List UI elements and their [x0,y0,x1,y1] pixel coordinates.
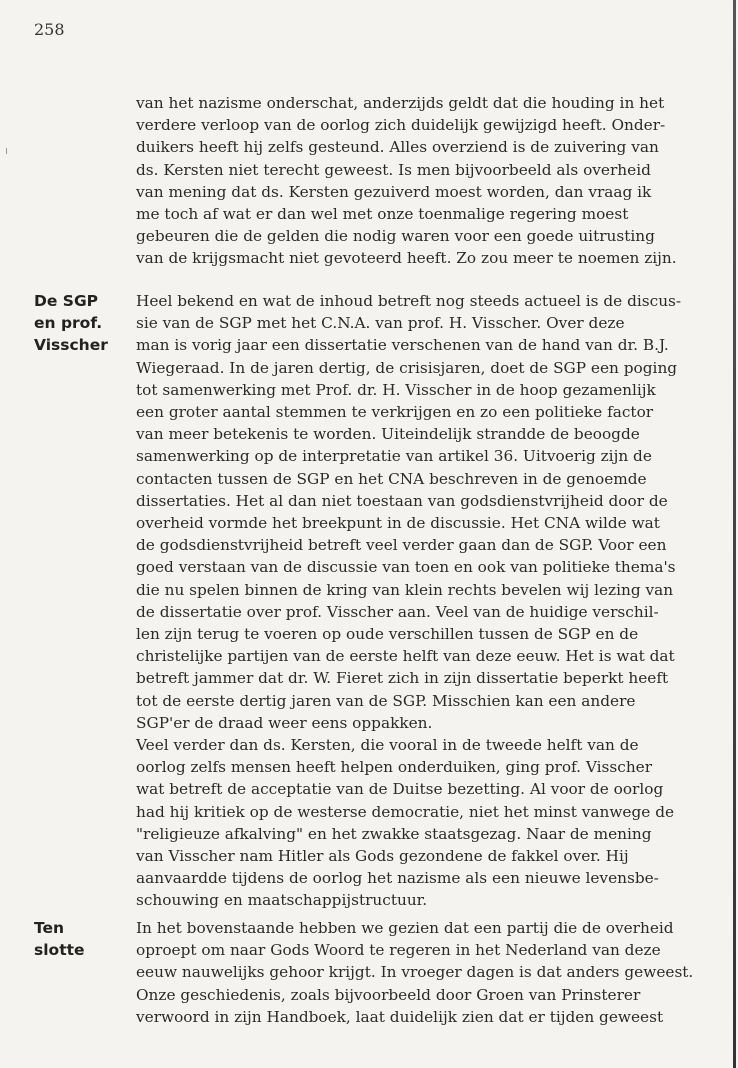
text-line: ds. Kersten niet terecht geweest. Is men bijvoorbeeld als overheid [136,160,651,179]
text-line: betreft jammer dat dr. W. Fieret zich in zijn dissertatie beperkt heeft [136,669,669,688]
text-line: aanvaardde tijdens de oorlog het nazisme als een nieuwe levensbe- [136,869,659,888]
text-line: een groter aantal stemmen te verkrijgen en zo een politieke factor [136,403,654,422]
heading-line: slotte [34,941,85,959]
text-line: contacten tussen de SGP en het CNA beschreven in de genoemde [136,469,647,488]
text-line: schouwing en maatschappijstructuur. [136,891,428,910]
text-line: verdere verloop van de oorlog zich duidelijk gewijzigd heeft. Onder- [136,116,666,135]
text-line: van het nazisme onderschat, anderzijds geldt dat die houding in het [136,94,665,112]
text-line: Onze geschiedenis, zoals bijvoorbeeld door Groen van Prinsterer [136,985,641,1004]
text-line: eeuw nauwelijks gehoor krijgt. In vroeger dagen is dat anders geweest. [136,963,694,982]
text-line: oproept om naar Gods Woord te regeren in het Nederland van deze [136,941,661,960]
text-line: christelijke partijen van de eerste helft van deze eeuw. Het is wat dat [136,647,675,666]
text-line: dissertaties. Het al dan niet toestaan van godsdienstvrijheid door de [136,491,668,510]
text-line: samenwerking op de interpretatie van artikel 36. Uitvoerig zijn de [136,447,652,466]
heading-line: Visscher [34,336,108,354]
text-line: Veel verder dan ds. Kersten, die vooral in de tweede helft van de [136,736,639,755]
text-line: van meer betekenis te worden. Uiteindelijk strandde de beoogde [136,425,640,444]
heading-line: Ten [34,919,65,937]
heading-line: en prof. [34,314,103,332]
margin-mark [6,148,7,154]
text-line: len zijn terug te voeren op oude verschillen tussen de SGP en de [136,625,639,644]
text-line: wat betreft de acceptatie van de Duitse bezetting. Al voor de oorlog [136,780,664,799]
text-line: sie van de SGP met het C.N.A. van prof. H. Visscher. Over deze [136,314,625,333]
text-line: die nu spelen binnen de kring van klein rechts bevelen wij lezing van [136,580,674,599]
text-line: oorlog zelfs mensen heeft helpen onderduiken, ging prof. Visscher [136,758,653,777]
paragraph-sgp-visscher [136,290,686,912]
text-line: duikers heeft hij zelfs gesteund. Alles overziend is de zuivering van [136,138,659,157]
text-line: tot de eerste dertig jaren van de SGP. Misschien kan een andere [136,691,636,710]
paragraph-ten-slotte [136,917,694,1028]
page-number: 258 [34,20,65,39]
text-line: de dissertatie over prof. Visscher aan. Veel van de huidige verschil- [136,602,659,621]
text-line: verwoord in zijn Handboek, laat duidelijk zien dat er tijden geweest [136,1007,664,1026]
text-line: Wiegeraad. In de jaren dertig, de crisisjaren, doet de SGP een poging [136,358,678,377]
text-line: had hij kritiek op de westerse democratie, niet het minst vanwege de [136,802,675,821]
text-line: "religieuze afkalving" en het zwakke staatsgezag. Naar de mening [136,824,652,843]
text-line: van Visscher nam Hitler als Gods gezondene de fakkel over. Hij [136,847,629,866]
side-heading-sgp-visscher [34,290,108,356]
text-line: gebeuren die de gelden die nodig waren voor een goede uitrusting [136,227,655,246]
heading-line: De SGP [34,292,99,310]
text-line: SGP'er de draad weer eens oppakken. [136,713,433,732]
text-line: van mening dat ds. Kersten gezuiverd moest worden, dan vraag ik [136,182,652,201]
side-heading-ten-slotte [34,917,85,961]
text-line: de godsdienstvrijheid betreft veel verder gaan dan de SGP. Voor een [136,536,667,555]
paragraph-continuation [136,92,686,270]
text-line: van de krijgsmacht niet gevoteerd heeft. Zo zou meer te noemen zijn. [136,249,677,268]
text-line: tot samenwerking met Prof. dr. H. Visscher in de hoop gezamenlijk [136,380,656,399]
text-line: Heel bekend en wat de inhoud betreft nog steeds actueel is de discus- [136,292,682,310]
text-line: me toch af wat er dan wel met onze toenmalige regering moest [136,205,629,224]
text-line: goed verstaan van de discussie van toen en ook van politieke thema's [136,558,676,577]
text-line: In het bovenstaande hebben we gezien dat een partij die de overheid [136,919,674,937]
page-edge-shadow [733,0,736,1068]
text-line: overheid vormde het breekpunt in de discussie. Het CNA wilde wat [136,514,660,533]
text-line: man is vorig jaar een dissertatie verschenen van de hand van dr. B.J. [136,336,669,355]
